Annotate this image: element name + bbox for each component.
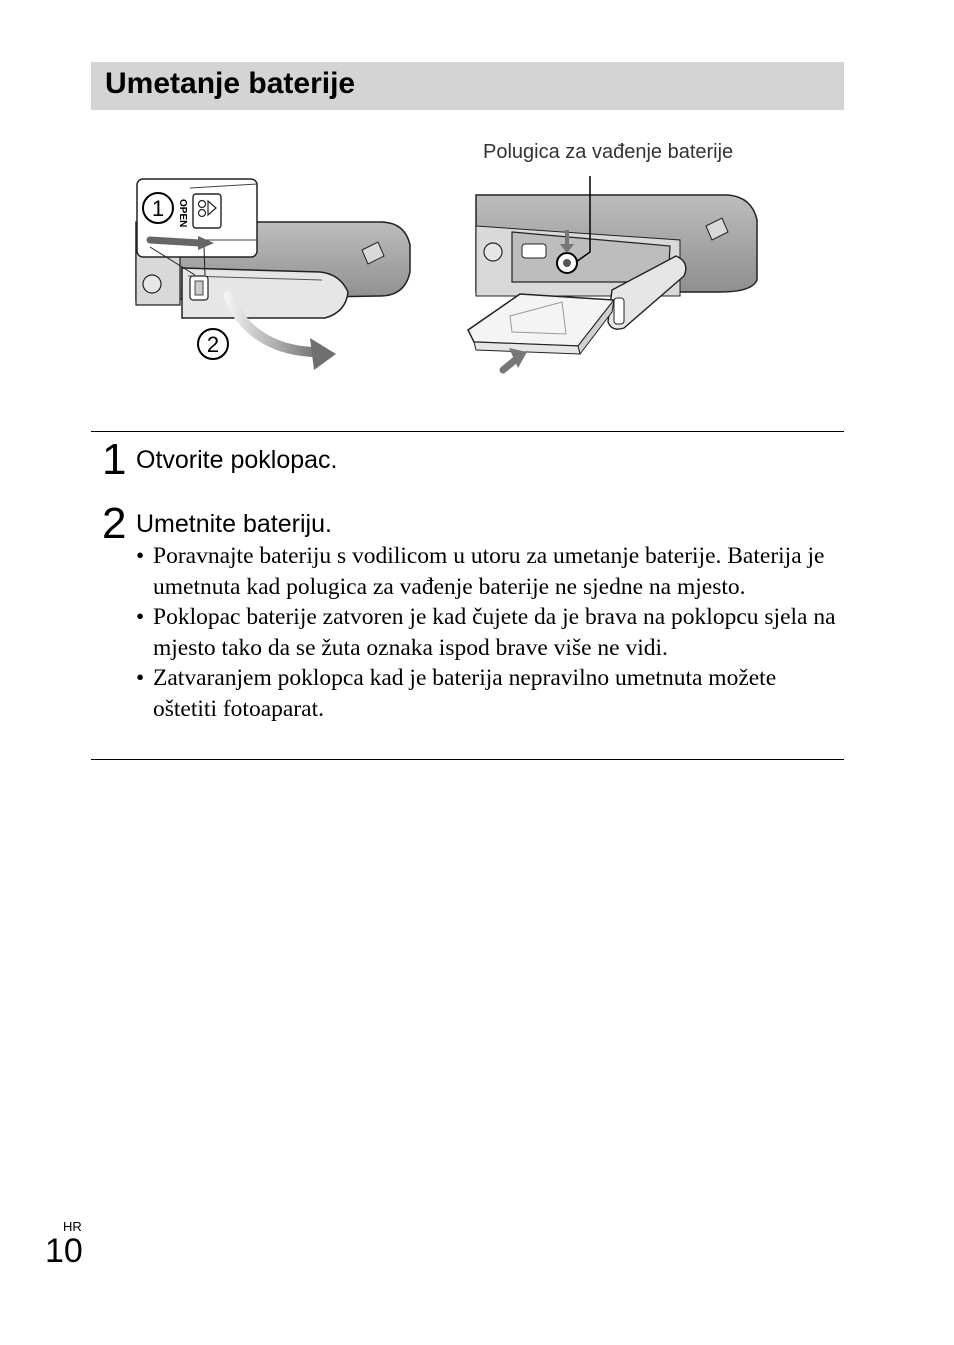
open-label: OPEN bbox=[177, 199, 188, 228]
battery-eject-lever-callout: Polugica za vađenje baterije bbox=[483, 141, 734, 163]
step-marker-1: 1 bbox=[151, 196, 165, 221]
note-item: • Poravnajte bateriju s vodilicom u utoru za umetanje baterije. Baterija je umetnuta kad polugica za vađenje baterije ne sjedne na mjesto. bbox=[134, 541, 844, 602]
page-number: 10 bbox=[45, 1232, 83, 1270]
section-header bbox=[91, 62, 844, 110]
note-item: • Zatvaranjem poklopca kad je baterija nepravilno umetnuta možete oštetiti fotoaparat. bbox=[134, 663, 844, 724]
section-title: Umetanje baterije bbox=[105, 67, 356, 100]
step-instruction: Umetnite bateriju. bbox=[136, 510, 332, 538]
step-number: 1 bbox=[102, 435, 127, 484]
step-marker-2: 2 bbox=[206, 332, 220, 357]
section-bottom-rule bbox=[91, 759, 844, 760]
battery-insertion-illustration bbox=[0, 130, 954, 390]
camera-right-illustration bbox=[468, 176, 757, 370]
notes-list bbox=[134, 541, 844, 724]
section-top-rule bbox=[91, 431, 844, 432]
camera-left-illustration bbox=[136, 179, 410, 370]
step-number: 2 bbox=[102, 499, 127, 548]
step-instruction: Otvorite poklopac. bbox=[136, 446, 338, 474]
note-item: • Poklopac baterije zatvoren je kad čujete da je brava na poklopcu sjela na mjesto tako da se žuta oznaka ispod brave više ne vidi. bbox=[134, 602, 844, 663]
language-code: HR bbox=[63, 1219, 82, 1234]
